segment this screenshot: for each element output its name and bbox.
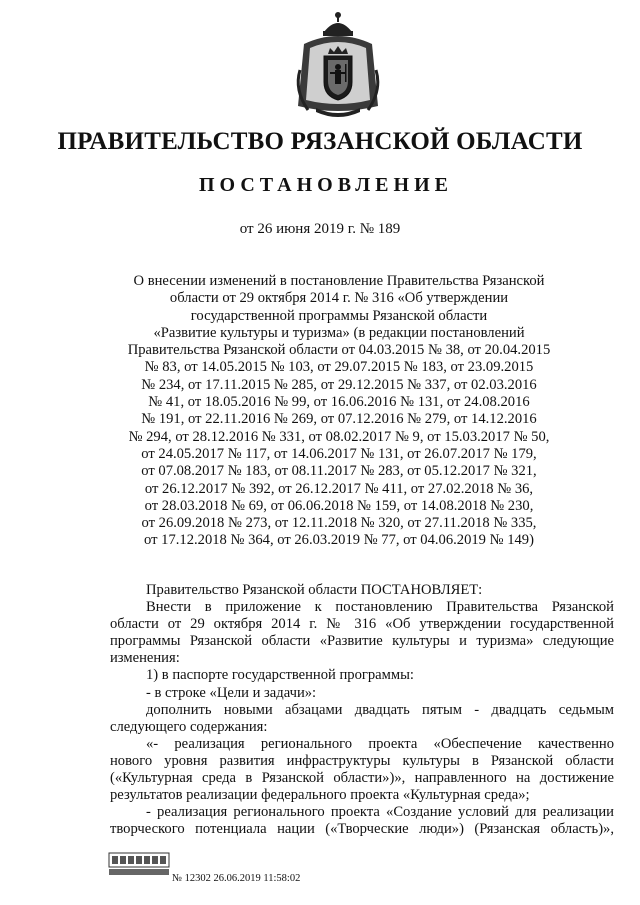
body-line: следующего содержания: bbox=[110, 718, 268, 735]
subject-line: № 41, от 18.05.2016 № 99, от 16.06.2016 № 131, от 24.08.2016 bbox=[148, 394, 530, 411]
body-line: дополнить новыми абзацами двадцать пятым - двадцать седьмым bbox=[146, 701, 614, 718]
subject-line: № 234, от 17.11.2015 № 285, от 29.12.2015 № 337, от 02.03.2016 bbox=[141, 376, 537, 393]
print-stamp-icon bbox=[108, 852, 170, 876]
subject-line: от 28.03.2018 № 69, от 06.06.2018 № 159, от 14.08.2018 № 230, bbox=[144, 497, 534, 514]
coat-of-arms-icon bbox=[290, 10, 386, 120]
document-type-heading: ПОСТАНОВЛЕНИЕ bbox=[199, 174, 453, 196]
subject-line: государственной программы Рязанской области bbox=[190, 307, 488, 324]
decree-body bbox=[110, 582, 614, 838]
subject-line: «Развитие культуры и туризма» (в редакции постановлений bbox=[153, 324, 525, 341]
subject-line: области от 29 октября 2014 г. № 316 «Об утверждении bbox=[169, 290, 509, 307]
subject-line: № 83, от 14.05.2015 № 103, от 29.07.2015 № 183, от 23.09.2015 bbox=[144, 359, 534, 376]
body-line: области от 29 октября 2014 г. № 316 «Об утверждении государственной bbox=[110, 616, 614, 633]
body-line: творческого потенциала нации («Творческие люди») (Рязанская область)», bbox=[110, 821, 614, 838]
government-title: ПРАВИТЕЛЬСТВО РЯЗАНСКОЙ ОБЛАСТИ bbox=[57, 128, 583, 155]
body-line: - в строке «Цели и задачи»: bbox=[146, 684, 317, 701]
subject-line: О внесении изменений в постановление Правительства Рязанской bbox=[133, 273, 545, 289]
body-line: результатов реализации федерального проекта «Культурная среда»; bbox=[110, 787, 530, 804]
body-line: («Культурная среда в Рязанской области»)», направленного на достижение bbox=[110, 770, 614, 787]
decree-subject bbox=[100, 273, 578, 550]
subject-line: № 191, от 22.11.2016 № 269, от 07.12.2016 № 279, от 14.12.2016 bbox=[141, 411, 537, 428]
body-line: Правительство Рязанской области ПОСТАНОВЛЯЕТ: bbox=[146, 582, 483, 598]
subject-line: от 17.12.2018 № 364, от 26.03.2019 № 77, от 04.06.2019 № 149) bbox=[144, 532, 534, 549]
body-line: «- реализация регионального проекта «Обеспечение качественно bbox=[146, 735, 614, 752]
body-line: - реализация регионального проекта «Создание условий для реализации bbox=[146, 804, 614, 821]
body-line: изменения: bbox=[110, 650, 180, 667]
body-line: нового уровня развития инфраструктуры культуры в Рязанской области bbox=[110, 752, 614, 769]
decree-date-number: от 26 июня 2019 г. № 189 bbox=[239, 221, 401, 237]
body-line: 1) в паспорте государственной программы: bbox=[146, 667, 414, 684]
subject-line: от 26.09.2018 № 273, от 12.11.2018 № 320, от 27.11.2018 № 335, bbox=[141, 515, 537, 532]
subject-line: Правительства Рязанской области от 04.03.2015 № 38, от 20.04.2015 bbox=[127, 342, 551, 359]
registration-footer: № 12302 26.06.2019 11:58:02 bbox=[172, 873, 301, 884]
subject-line: от 24.05.2017 № 117, от 14.06.2017 № 131, от 26.07.2017 № 179, bbox=[141, 445, 537, 462]
subject-line: № 294, от 28.12.2016 № 331, от 08.02.2017 № 9, от 15.03.2017 № 50, bbox=[128, 428, 550, 445]
subject-line: от 07.08.2017 № 183, от 08.11.2017 № 283, от 05.12.2017 № 321, bbox=[141, 463, 537, 480]
body-line: программы Рязанской области «Развитие культуры и туризма» следующие bbox=[110, 633, 614, 650]
subject-line: от 26.12.2017 № 392, от 26.12.2017 № 411, от 27.02.2018 № 36, bbox=[144, 480, 534, 497]
body-line: Внести в приложение к постановлению Правительства Рязанской bbox=[146, 599, 614, 616]
